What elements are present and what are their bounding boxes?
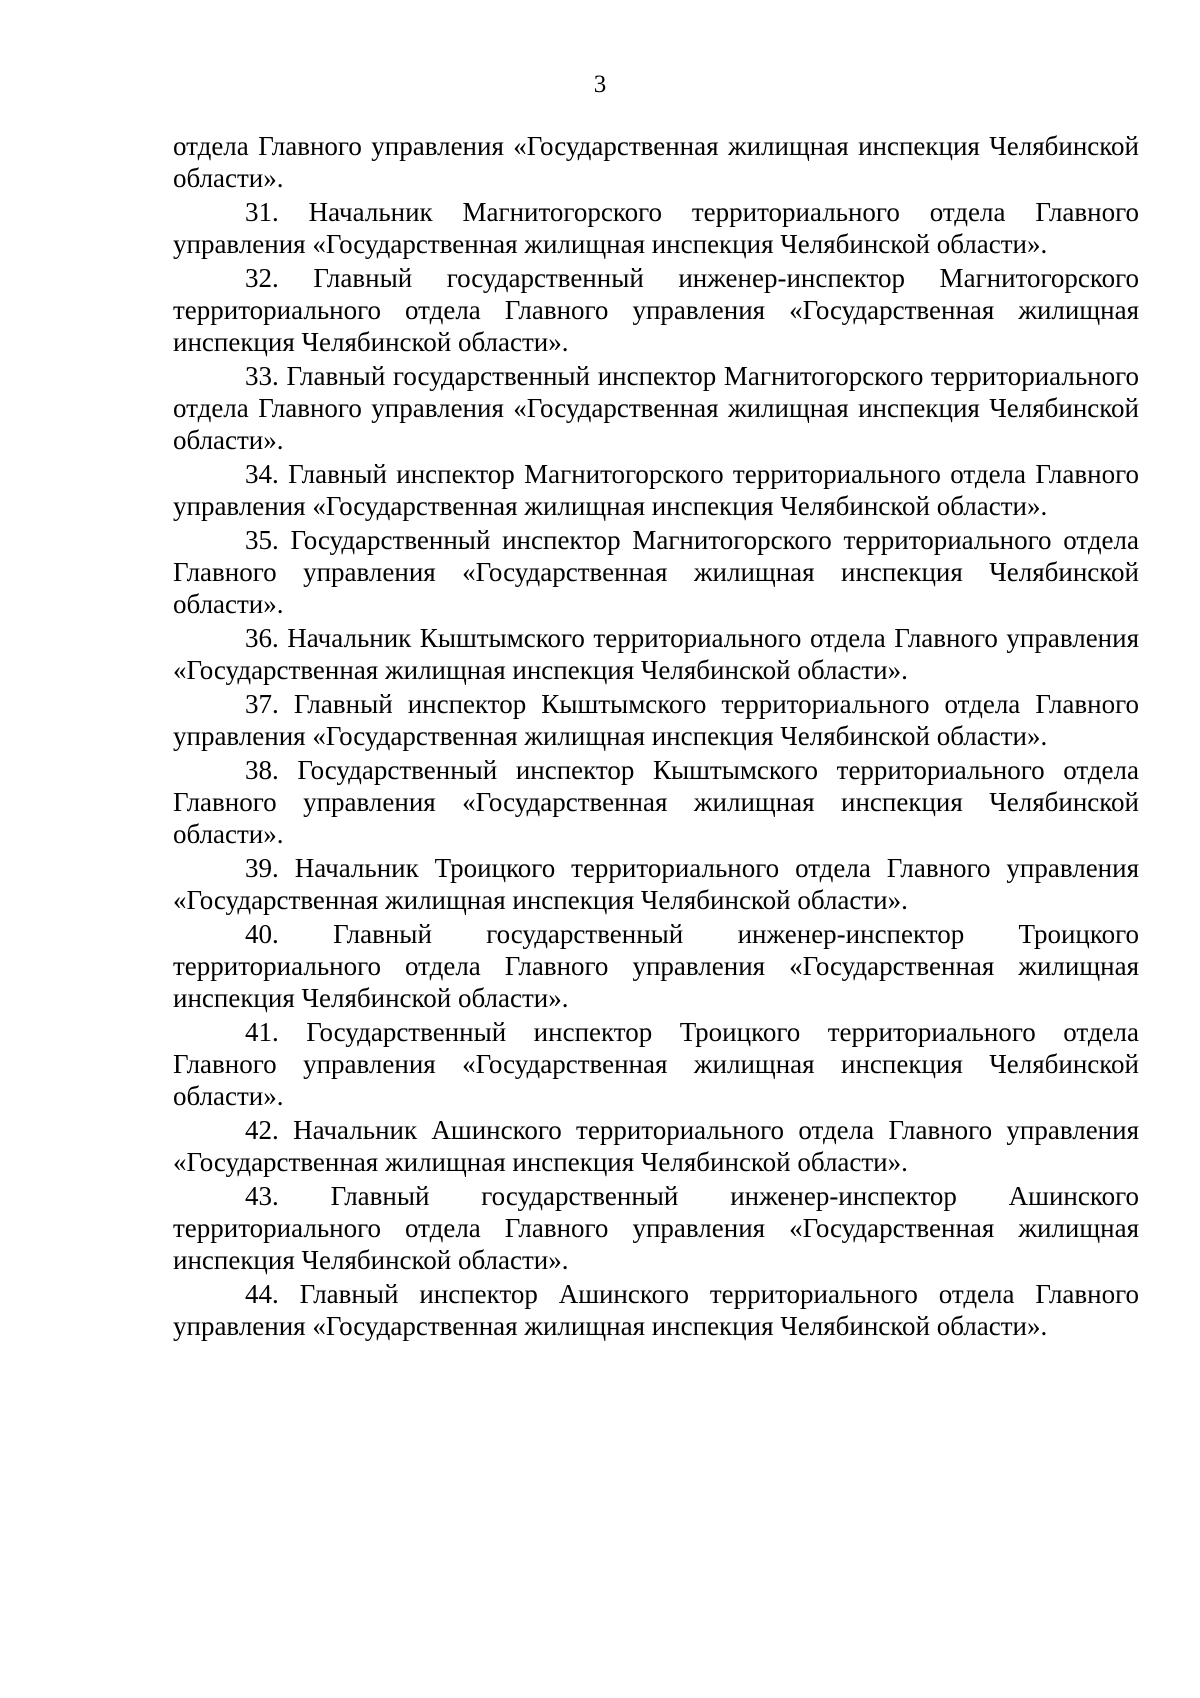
paragraph: [173, 918, 1139, 1014]
paragraph: [173, 688, 1139, 752]
paragraph-text: Главный государственный инженер-инспектор Магнитогорского территориального отдела Главного управления «Государственная жилищная инспекция Челябинской области».: [173, 263, 1139, 357]
paragraph-text: Начальник Ашинского территориального отдела Главного управления «Государственная жилищная инспекция Челябинской области».: [173, 1115, 1140, 1177]
paragraph-number: 31.: [245, 197, 279, 227]
paragraph: [173, 1278, 1139, 1342]
paragraph-number: 39.: [245, 853, 279, 883]
paragraph: [173, 1180, 1139, 1276]
paragraph-number: 38.: [245, 755, 279, 785]
paragraph-number: 37.: [245, 689, 279, 719]
paragraph-text: Главный государственный инженер-инспектор Троицкого территориального отдела Главного управления «Государственная жилищная инспекция Челябинской области».: [173, 919, 1140, 1013]
paragraph-text: Начальник Магнитогорского территориального отдела Главного управления «Государственная жилищная инспекция Челябинской области».: [173, 197, 1139, 259]
paragraph-text: Начальник Троицкого территориального отдела Главного управления «Государственная жилищная инспекция Челябинской области».: [173, 853, 1140, 915]
paragraph-text: Главный инспектор Магнитогорского территориального отдела Главного управления «Государственная жилищная инспекция Челябинской области».: [173, 459, 1139, 521]
paragraph-number: 44.: [245, 1279, 279, 1309]
paragraph-number: 36.: [245, 623, 279, 653]
paragraph: [173, 622, 1139, 686]
paragraph-text: Государственный инспектор Кыштымского территориального отдела Главного управления «Государственная жилищная инспекция Челябинской области».: [173, 755, 1139, 849]
paragraph: [173, 754, 1139, 850]
document-body: [173, 130, 1139, 1344]
paragraph: [173, 524, 1139, 620]
paragraph: [173, 852, 1139, 916]
paragraph: [173, 458, 1139, 522]
paragraph: [173, 196, 1139, 260]
page-number: 3: [593, 71, 607, 98]
paragraph-number: 42.: [245, 1115, 279, 1145]
paragraph-text: Главный государственный инспектор Магнитогорского территориального отдела Главного управления «Государственная жилищная инспекция Челябинской области».: [173, 361, 1140, 455]
paragraph: [173, 130, 1139, 194]
paragraph: [173, 262, 1139, 358]
paragraph-number: 35.: [245, 525, 279, 555]
paragraph-text: отдела Главного управления «Государственная жилищная инспекция Челябинской области».: [173, 131, 1139, 193]
paragraph-text: Главный государственный инженер-инспектор Ашинского территориального отдела Главного управления «Государственная жилищная инспекция Челябинской области».: [173, 1181, 1140, 1275]
paragraph-number: 40.: [245, 919, 279, 949]
paragraph-number: 34.: [245, 459, 279, 489]
paragraph-text: Начальник Кыштымского территориального отдела Главного управления «Государственная жилищная инспекция Челябинской области».: [173, 623, 1140, 685]
paragraph-text: Государственный инспектор Троицкого территориального отдела Главного управления «Государственная жилищная инспекция Челябинской области».: [173, 1017, 1140, 1111]
paragraph: [173, 1016, 1139, 1112]
paragraph: [173, 1114, 1139, 1178]
paragraph: [173, 360, 1139, 456]
paragraph-number: 41.: [245, 1017, 279, 1047]
paragraph-number: 33.: [245, 361, 279, 391]
paragraph-text: Государственный инспектор Магнитогорского территориального отдела Главного управления «Государственная жилищная инспекция Челябинской области».: [173, 525, 1139, 619]
paragraph-number: 32.: [245, 263, 279, 293]
paragraph-text: Главный инспектор Ашинского территориального отдела Главного управления «Государственная жилищная инспекция Челябинской области».: [173, 1279, 1139, 1341]
paragraph-text: Главный инспектор Кыштымского территориального отдела Главного управления «Государственная жилищная инспекция Челябинской области».: [173, 689, 1139, 751]
paragraph-number: 43.: [245, 1181, 279, 1211]
